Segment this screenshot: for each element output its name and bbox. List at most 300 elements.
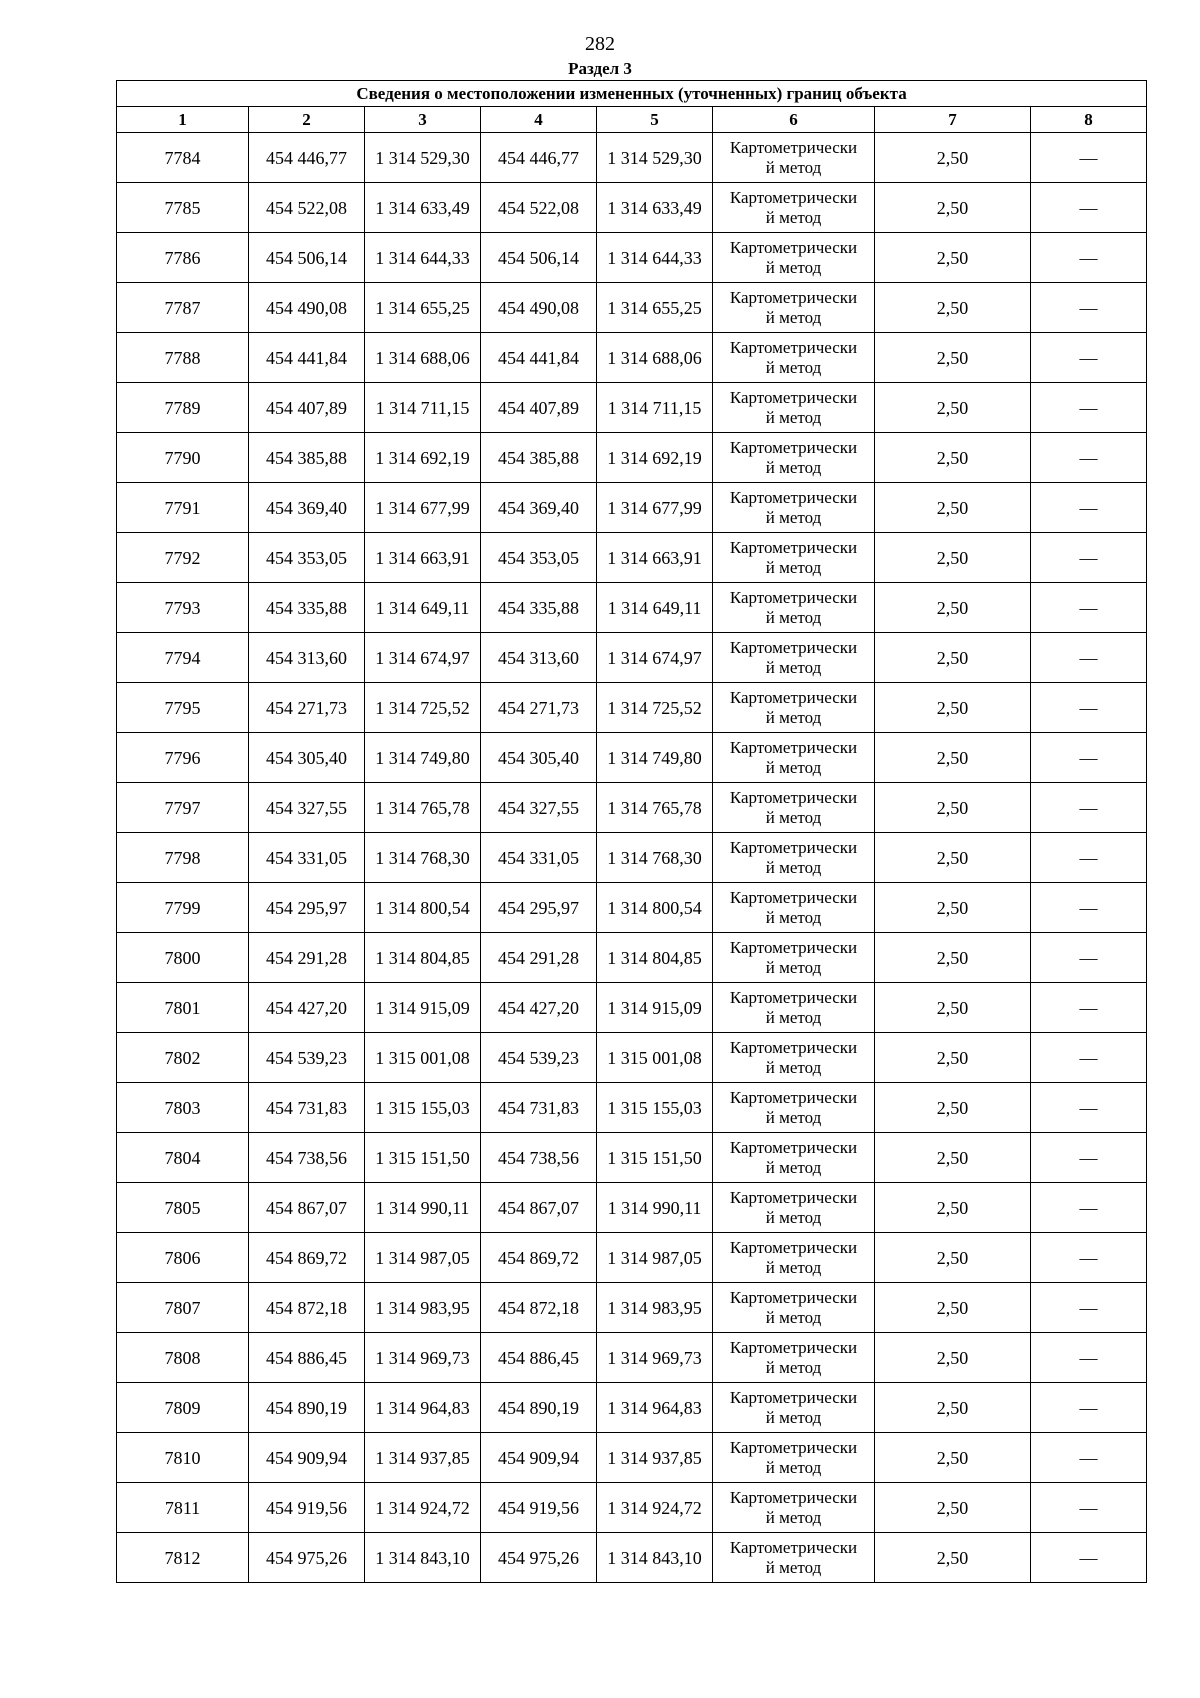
point-number-cell: 7802 (117, 1033, 249, 1083)
new-y-cell: 1 315 001,08 (597, 1033, 713, 1083)
accuracy-cell: 2,50 (875, 933, 1031, 983)
table-row (117, 1233, 1147, 1283)
point-number-cell: 7790 (117, 433, 249, 483)
description-cell: — (1031, 483, 1147, 533)
method-cell (713, 683, 875, 733)
method-cell (713, 983, 875, 1033)
table-row (117, 383, 1147, 433)
new-y-cell: 1 314 768,30 (597, 833, 713, 883)
method-text-line1: Картометрически (729, 1037, 858, 1057)
method-text-line2: й метод (765, 1457, 822, 1477)
description-cell: — (1031, 733, 1147, 783)
old-y-cell: 1 315 001,08 (365, 1033, 481, 1083)
method-text-line2: й метод (765, 507, 822, 527)
method-text-line1: Картометрически (729, 1337, 858, 1357)
description-cell: — (1031, 1183, 1147, 1233)
method-text-line2: й метод (765, 457, 822, 477)
new-y-cell: 1 314 633,49 (597, 183, 713, 233)
method-text-line2: й метод (765, 1407, 822, 1427)
description-cell: — (1031, 283, 1147, 333)
description-cell: — (1031, 783, 1147, 833)
accuracy-cell: 2,50 (875, 733, 1031, 783)
new-y-cell: 1 314 990,11 (597, 1183, 713, 1233)
method-text-line2: й метод (765, 307, 822, 327)
point-number-cell: 7786 (117, 233, 249, 283)
method-cell (713, 383, 875, 433)
accuracy-cell: 2,50 (875, 1283, 1031, 1333)
method-text-line2: й метод (765, 1257, 822, 1277)
new-x-cell: 454 867,07 (481, 1183, 597, 1233)
method-text-line1: Картометрически (729, 237, 858, 257)
new-x-cell: 454 738,56 (481, 1133, 597, 1183)
new-x-cell: 454 506,14 (481, 233, 597, 283)
method-cell (713, 1433, 875, 1483)
point-number-cell: 7804 (117, 1133, 249, 1183)
method-cell (713, 1383, 875, 1433)
description-cell: — (1031, 1133, 1147, 1183)
accuracy-cell: 2,50 (875, 433, 1031, 483)
description-cell: — (1031, 433, 1147, 483)
method-cell (713, 483, 875, 533)
description-cell: — (1031, 1483, 1147, 1533)
accuracy-cell: 2,50 (875, 383, 1031, 433)
method-text-line2: й метод (765, 607, 822, 627)
table-row (117, 833, 1147, 883)
method-text-line1: Картометрически (729, 137, 858, 157)
new-x-cell: 454 539,23 (481, 1033, 597, 1083)
description-cell: — (1031, 1333, 1147, 1383)
point-number-cell: 7795 (117, 683, 249, 733)
point-number-cell: 7809 (117, 1383, 249, 1433)
method-cell (713, 1033, 875, 1083)
old-y-cell: 1 314 987,05 (365, 1233, 481, 1283)
method-text-line1: Картометрически (729, 937, 858, 957)
method-text-line1: Картометрически (729, 487, 858, 507)
new-x-cell: 454 335,88 (481, 583, 597, 633)
description-cell: — (1031, 1433, 1147, 1483)
table-row (117, 733, 1147, 783)
old-x-cell: 454 490,08 (249, 283, 365, 333)
table-row (117, 533, 1147, 583)
new-y-cell: 1 314 725,52 (597, 683, 713, 733)
new-x-cell: 454 890,19 (481, 1383, 597, 1433)
old-x-cell: 454 271,73 (249, 683, 365, 733)
table-row (117, 1183, 1147, 1233)
accuracy-cell: 2,50 (875, 233, 1031, 283)
table-row (117, 483, 1147, 533)
old-y-cell: 1 314 969,73 (365, 1333, 481, 1383)
column-number: 3 (365, 107, 481, 133)
table-caption: Сведения о местоположении измененных (уточненных) границ объекта (117, 81, 1147, 107)
new-y-cell: 1 314 692,19 (597, 433, 713, 483)
accuracy-cell: 2,50 (875, 1183, 1031, 1233)
method-text-line1: Картометрически (729, 1087, 858, 1107)
new-x-cell: 454 919,56 (481, 1483, 597, 1533)
old-y-cell: 1 314 677,99 (365, 483, 481, 533)
old-x-cell: 454 522,08 (249, 183, 365, 233)
new-y-cell: 1 314 969,73 (597, 1333, 713, 1383)
point-number-cell: 7805 (117, 1183, 249, 1233)
old-x-cell: 454 369,40 (249, 483, 365, 533)
old-x-cell: 454 975,26 (249, 1533, 365, 1583)
old-x-cell: 454 313,60 (249, 633, 365, 683)
column-number: 2 (249, 107, 365, 133)
new-x-cell: 454 291,28 (481, 933, 597, 983)
new-y-cell: 1 314 987,05 (597, 1233, 713, 1283)
old-y-cell: 1 314 649,11 (365, 583, 481, 633)
old-x-cell: 454 869,72 (249, 1233, 365, 1283)
method-text-line1: Картометрически (729, 387, 858, 407)
old-y-cell: 1 314 655,25 (365, 283, 481, 333)
new-x-cell: 454 872,18 (481, 1283, 597, 1333)
old-x-cell: 454 291,28 (249, 933, 365, 983)
old-y-cell: 1 314 749,80 (365, 733, 481, 783)
method-cell (713, 1233, 875, 1283)
column-number: 1 (117, 107, 249, 133)
new-x-cell: 454 522,08 (481, 183, 597, 233)
old-x-cell: 454 872,18 (249, 1283, 365, 1333)
new-y-cell: 1 314 674,97 (597, 633, 713, 683)
description-cell: — (1031, 1033, 1147, 1083)
new-y-cell: 1 315 155,03 (597, 1083, 713, 1133)
method-text-line1: Картометрически (729, 1187, 858, 1207)
description-cell: — (1031, 1083, 1147, 1133)
new-y-cell: 1 314 688,06 (597, 333, 713, 383)
new-x-cell: 454 731,83 (481, 1083, 597, 1133)
method-text-line2: й метод (765, 1057, 822, 1077)
old-x-cell: 454 441,84 (249, 333, 365, 383)
method-cell (713, 633, 875, 683)
table-body (117, 133, 1147, 1583)
old-x-cell: 454 446,77 (249, 133, 365, 183)
new-y-cell: 1 314 644,33 (597, 233, 713, 283)
method-cell (713, 333, 875, 383)
old-x-cell: 454 335,88 (249, 583, 365, 633)
accuracy-cell: 2,50 (875, 1483, 1031, 1533)
point-number-cell: 7794 (117, 633, 249, 683)
old-y-cell: 1 314 937,85 (365, 1433, 481, 1483)
table-row (117, 783, 1147, 833)
description-cell: — (1031, 1383, 1147, 1433)
table-row (117, 933, 1147, 983)
old-x-cell: 454 890,19 (249, 1383, 365, 1433)
description-cell: — (1031, 933, 1147, 983)
new-x-cell: 454 353,05 (481, 533, 597, 583)
table-row (117, 1283, 1147, 1333)
old-y-cell: 1 314 633,49 (365, 183, 481, 233)
method-text-line2: й метод (765, 357, 822, 377)
table-row (117, 333, 1147, 383)
table-row (117, 233, 1147, 283)
old-x-cell: 454 407,89 (249, 383, 365, 433)
accuracy-cell: 2,50 (875, 1333, 1031, 1383)
method-text-line1: Картометрически (729, 287, 858, 307)
new-y-cell: 1 314 663,91 (597, 533, 713, 583)
method-cell (713, 533, 875, 583)
accuracy-cell: 2,50 (875, 1083, 1031, 1133)
accuracy-cell: 2,50 (875, 1033, 1031, 1083)
new-x-cell: 454 369,40 (481, 483, 597, 533)
new-x-cell: 454 407,89 (481, 383, 597, 433)
method-cell (713, 1133, 875, 1183)
table-row (117, 1133, 1147, 1183)
old-x-cell: 454 331,05 (249, 833, 365, 883)
new-y-cell: 1 314 765,78 (597, 783, 713, 833)
method-cell (713, 1283, 875, 1333)
method-text-line2: й метод (765, 207, 822, 227)
new-y-cell: 1 314 529,30 (597, 133, 713, 183)
method-text-line2: й метод (765, 557, 822, 577)
point-number-cell: 7799 (117, 883, 249, 933)
new-x-cell: 454 975,26 (481, 1533, 597, 1583)
method-text-line1: Картометрически (729, 1437, 858, 1457)
accuracy-cell: 2,50 (875, 983, 1031, 1033)
method-text-line1: Картометрически (729, 787, 858, 807)
table-row (117, 183, 1147, 233)
new-y-cell: 1 315 151,50 (597, 1133, 713, 1183)
new-x-cell: 454 295,97 (481, 883, 597, 933)
old-y-cell: 1 314 644,33 (365, 233, 481, 283)
point-number-cell: 7784 (117, 133, 249, 183)
point-number-cell: 7810 (117, 1433, 249, 1483)
point-number-cell: 7800 (117, 933, 249, 983)
old-y-cell: 1 314 688,06 (365, 333, 481, 383)
description-cell: — (1031, 383, 1147, 433)
old-y-cell: 1 314 983,95 (365, 1283, 481, 1333)
table-row (117, 1483, 1147, 1533)
method-text-line1: Картометрически (729, 537, 858, 557)
method-text-line2: й метод (765, 807, 822, 827)
point-number-cell: 7789 (117, 383, 249, 433)
new-y-cell: 1 314 677,99 (597, 483, 713, 533)
accuracy-cell: 2,50 (875, 1233, 1031, 1283)
method-text-line2: й метод (765, 1507, 822, 1527)
new-y-cell: 1 314 964,83 (597, 1383, 713, 1433)
point-number-cell: 7796 (117, 733, 249, 783)
new-y-cell: 1 314 655,25 (597, 283, 713, 333)
new-y-cell: 1 314 649,11 (597, 583, 713, 633)
point-number-cell: 7801 (117, 983, 249, 1033)
description-cell: — (1031, 1283, 1147, 1333)
method-text-line1: Картометрически (729, 187, 858, 207)
description-cell: — (1031, 133, 1147, 183)
page-number: 282 (585, 33, 615, 55)
old-x-cell: 454 327,55 (249, 783, 365, 833)
description-cell: — (1031, 833, 1147, 883)
method-text-line1: Картометрически (729, 1137, 858, 1157)
table-row (117, 1383, 1147, 1433)
table-row (117, 433, 1147, 483)
method-cell (713, 1483, 875, 1533)
method-cell (713, 183, 875, 233)
accuracy-cell: 2,50 (875, 183, 1031, 233)
table-row (117, 683, 1147, 733)
method-cell (713, 1083, 875, 1133)
description-cell: — (1031, 183, 1147, 233)
new-x-cell: 454 271,73 (481, 683, 597, 733)
point-number-cell: 7791 (117, 483, 249, 533)
method-text-line1: Картометрически (729, 837, 858, 857)
point-number-cell: 7803 (117, 1083, 249, 1133)
point-number-cell: 7793 (117, 583, 249, 633)
accuracy-cell: 2,50 (875, 283, 1031, 333)
table-row (117, 1083, 1147, 1133)
new-x-cell: 454 305,40 (481, 733, 597, 783)
old-y-cell: 1 315 151,50 (365, 1133, 481, 1183)
old-y-cell: 1 315 155,03 (365, 1083, 481, 1133)
table-row (117, 283, 1147, 333)
accuracy-cell: 2,50 (875, 1433, 1031, 1483)
new-x-cell: 454 446,77 (481, 133, 597, 183)
method-text-line2: й метод (765, 157, 822, 177)
description-cell: — (1031, 883, 1147, 933)
method-text-line1: Картометрически (729, 987, 858, 1007)
method-text-line2: й метод (765, 1157, 822, 1177)
new-y-cell: 1 314 924,72 (597, 1483, 713, 1533)
method-text-line2: й метод (765, 907, 822, 927)
new-x-cell: 454 909,94 (481, 1433, 597, 1483)
description-cell: — (1031, 583, 1147, 633)
table-row (117, 1333, 1147, 1383)
accuracy-cell: 2,50 (875, 533, 1031, 583)
accuracy-cell: 2,50 (875, 1133, 1031, 1183)
new-y-cell: 1 314 843,10 (597, 1533, 713, 1583)
accuracy-cell: 2,50 (875, 783, 1031, 833)
accuracy-cell: 2,50 (875, 883, 1031, 933)
old-y-cell: 1 314 843,10 (365, 1533, 481, 1583)
accuracy-cell: 2,50 (875, 483, 1031, 533)
method-text-line2: й метод (765, 957, 822, 977)
old-y-cell: 1 314 990,11 (365, 1183, 481, 1233)
old-y-cell: 1 314 765,78 (365, 783, 481, 833)
description-cell: — (1031, 683, 1147, 733)
table-row (117, 1533, 1147, 1583)
old-y-cell: 1 314 924,72 (365, 1483, 481, 1533)
old-x-cell: 454 305,40 (249, 733, 365, 783)
method-text-line1: Картометрически (729, 1387, 858, 1407)
table-row (117, 1033, 1147, 1083)
old-x-cell: 454 886,45 (249, 1333, 365, 1383)
method-cell (713, 1533, 875, 1583)
description-cell: — (1031, 1233, 1147, 1283)
table-row (117, 883, 1147, 933)
method-text-line2: й метод (765, 1007, 822, 1027)
method-text-line1: Картометрически (729, 1537, 858, 1557)
accuracy-cell: 2,50 (875, 133, 1031, 183)
old-y-cell: 1 314 692,19 (365, 433, 481, 483)
method-text-line2: й метод (765, 1107, 822, 1127)
method-text-line1: Картометрически (729, 587, 858, 607)
old-y-cell: 1 314 674,97 (365, 633, 481, 683)
method-cell (713, 433, 875, 483)
method-text-line2: й метод (765, 657, 822, 677)
new-x-cell: 454 490,08 (481, 283, 597, 333)
old-x-cell: 454 539,23 (249, 1033, 365, 1083)
method-text-line2: й метод (765, 257, 822, 277)
point-number-cell: 7812 (117, 1533, 249, 1583)
new-y-cell: 1 314 804,85 (597, 933, 713, 983)
point-number-cell: 7787 (117, 283, 249, 333)
description-cell: — (1031, 233, 1147, 283)
section-title: Раздел 3 (568, 59, 632, 78)
new-y-cell: 1 314 983,95 (597, 1283, 713, 1333)
table-row (117, 1433, 1147, 1483)
old-y-cell: 1 314 964,83 (365, 1383, 481, 1433)
point-number-cell: 7785 (117, 183, 249, 233)
old-x-cell: 454 506,14 (249, 233, 365, 283)
point-number-cell: 7788 (117, 333, 249, 383)
point-number-cell: 7811 (117, 1483, 249, 1533)
old-x-cell: 454 385,88 (249, 433, 365, 483)
old-y-cell: 1 314 529,30 (365, 133, 481, 183)
new-x-cell: 454 327,55 (481, 783, 597, 833)
accuracy-cell: 2,50 (875, 333, 1031, 383)
new-x-cell: 454 427,20 (481, 983, 597, 1033)
point-number-cell: 7806 (117, 1233, 249, 1283)
method-cell (713, 283, 875, 333)
accuracy-cell: 2,50 (875, 1533, 1031, 1583)
old-y-cell: 1 314 800,54 (365, 883, 481, 933)
old-x-cell: 454 295,97 (249, 883, 365, 933)
point-number-cell: 7792 (117, 533, 249, 583)
old-y-cell: 1 314 915,09 (365, 983, 481, 1033)
old-y-cell: 1 314 663,91 (365, 533, 481, 583)
method-cell (713, 933, 875, 983)
method-cell (713, 1183, 875, 1233)
method-text-line1: Картометрически (729, 1487, 858, 1507)
method-text-line1: Картометрически (729, 1237, 858, 1257)
new-x-cell: 454 331,05 (481, 833, 597, 883)
method-text-line2: й метод (765, 1557, 822, 1577)
method-text-line2: й метод (765, 757, 822, 777)
new-x-cell: 454 385,88 (481, 433, 597, 483)
method-text-line2: й метод (765, 857, 822, 877)
new-x-cell: 454 441,84 (481, 333, 597, 383)
accuracy-cell: 2,50 (875, 833, 1031, 883)
method-cell (713, 783, 875, 833)
old-x-cell: 454 867,07 (249, 1183, 365, 1233)
new-y-cell: 1 314 937,85 (597, 1433, 713, 1483)
method-cell (713, 883, 875, 933)
new-x-cell: 454 313,60 (481, 633, 597, 683)
method-cell (713, 1333, 875, 1383)
table-row (117, 133, 1147, 183)
point-number-cell: 7798 (117, 833, 249, 883)
method-cell (713, 733, 875, 783)
method-text-line1: Картометрически (729, 737, 858, 757)
old-y-cell: 1 314 804,85 (365, 933, 481, 983)
old-y-cell: 1 314 725,52 (365, 683, 481, 733)
old-y-cell: 1 314 711,15 (365, 383, 481, 433)
accuracy-cell: 2,50 (875, 583, 1031, 633)
accuracy-cell: 2,50 (875, 1383, 1031, 1433)
old-x-cell: 454 731,83 (249, 1083, 365, 1133)
old-x-cell: 454 427,20 (249, 983, 365, 1033)
table-row (117, 583, 1147, 633)
method-text-line2: й метод (765, 407, 822, 427)
method-cell (713, 133, 875, 183)
method-text-line2: й метод (765, 1357, 822, 1377)
old-x-cell: 454 909,94 (249, 1433, 365, 1483)
method-text-line1: Картометрически (729, 687, 858, 707)
method-text-line1: Картометрически (729, 637, 858, 657)
method-cell (713, 583, 875, 633)
new-x-cell: 454 869,72 (481, 1233, 597, 1283)
method-text-line2: й метод (765, 1307, 822, 1327)
method-text-line1: Картометрически (729, 437, 858, 457)
point-number-cell: 7797 (117, 783, 249, 833)
column-number: 5 (597, 107, 713, 133)
